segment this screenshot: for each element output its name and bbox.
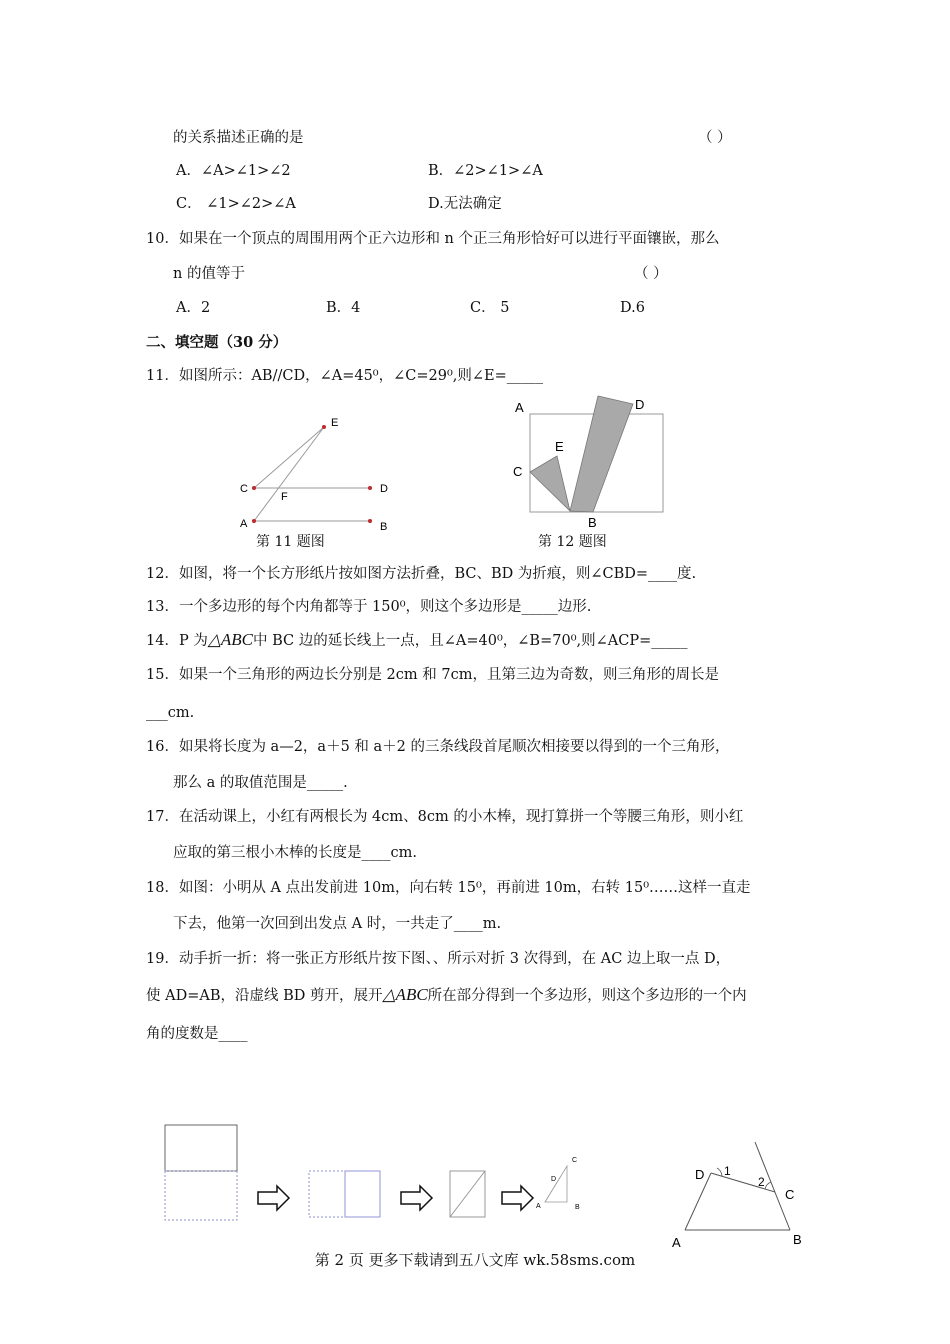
q19-triangle: △ABC <box>382 985 428 1004</box>
fold-step1-bottom <box>165 1171 237 1220</box>
q9-option-b: B．∠2>∠1>∠A <box>428 163 543 179</box>
arrow-right-icon <box>401 1186 432 1210</box>
label-c: C <box>513 464 523 479</box>
q10-text-cont: n 的值等于 <box>173 266 245 282</box>
label-a: A <box>536 1203 541 1210</box>
label-a: A <box>240 518 248 530</box>
q10-option-c: C． 5 <box>470 300 510 316</box>
point-e <box>322 425 326 429</box>
q9-paren: （ ） <box>698 130 732 146</box>
label-b: B <box>588 515 597 530</box>
label-angle-1: 1 <box>724 1164 731 1178</box>
figure-12 <box>505 392 680 532</box>
q9-option-c: C． ∠1>∠2>∠A <box>176 196 296 212</box>
q15-text-cont: ___cm. <box>146 705 195 721</box>
q14-triangle: △ABC <box>207 630 254 649</box>
folded-flap-c <box>530 456 570 511</box>
q10-option-d: D.6 <box>620 300 645 316</box>
q19-text-line3: 角的度数是____ <box>146 1026 248 1042</box>
fold-step2-left <box>309 1171 345 1217</box>
folded-flap-d <box>570 396 633 512</box>
q10-text: 10．如果在一个顶点的周围用两个正六边形和 n 个正三角形恰好可以进行平面镶嵌，那么 <box>146 231 720 247</box>
label-c: C <box>785 1187 795 1202</box>
q15-text: 15．如果一个三角形的两边长分别是 2cm 和 7cm，且第三边为奇数，则三角形的周长是 <box>146 667 719 683</box>
point-d <box>368 486 372 490</box>
line-ce <box>254 427 324 488</box>
label-d: D <box>380 483 388 495</box>
line-ae <box>254 427 324 521</box>
q19-text-line2 <box>146 985 747 1006</box>
q16-text: 16．如果将长度为 a—2，a＋5 和 a＋2 的三条线段首尾顺次相接要以得到的一个三角形， <box>146 739 730 755</box>
q14-text <box>146 630 687 651</box>
folding-diagram <box>160 1120 610 1230</box>
arrow-right-icon <box>502 1186 533 1210</box>
figure-12-caption: 第 12 题图 <box>538 534 607 550</box>
triangle-figure <box>665 1138 815 1253</box>
label-f: F <box>281 491 288 503</box>
q9-option-d: D.无法确定 <box>428 196 502 212</box>
label-d: D <box>551 1176 557 1183</box>
label-c: C <box>240 483 248 495</box>
label-e: E <box>331 417 339 429</box>
point-c <box>252 486 256 490</box>
q13-text: 13．一个多边形的每个内角都等于 150⁰，则这个多边形是_____边形. <box>146 599 592 615</box>
q17-text-cont: 应取的第三根小木棒的长度是____cm. <box>173 845 417 861</box>
label-a: A <box>515 400 524 415</box>
q9-option-a: A．∠A>∠1>∠2 <box>176 163 291 179</box>
label-b: B <box>575 1204 580 1211</box>
q18-text: 18．如图：小明从 A 点出发前进 10m，向右转 15⁰，再前进 10m，右转 15⁰……这样一直走 <box>146 880 751 896</box>
label-b: B <box>380 521 388 533</box>
fold-step2-right <box>345 1171 380 1217</box>
figure-11-caption: 第 11 题图 <box>256 534 325 550</box>
section-heading: 二、填空题（30 分） <box>146 334 288 351</box>
label-d: D <box>695 1167 705 1182</box>
q19-line2-suffix: 所在部分得到一个多边形，则这个多边形的一个内 <box>427 988 747 1004</box>
q10-option-a: A．2 <box>176 300 211 316</box>
q10-option-b: B．4 <box>326 300 361 316</box>
angle-2-arc <box>765 1182 771 1189</box>
q18-text-cont: 下去，他第一次回到出发点 A 时，一共走了____m. <box>173 916 502 932</box>
label-angle-2: 2 <box>758 1175 765 1189</box>
q14-prefix: 14．P 为 <box>146 633 208 649</box>
q12-text: 12．如图，将一个长方形纸片按如图方法折叠，BC、BD 为折痕，则∠CBD=____度. <box>146 566 697 582</box>
arrow-right-icon <box>258 1186 289 1210</box>
point-b <box>368 519 372 523</box>
q14-suffix: 中 BC 边的延长线上一点，且∠A=40⁰，∠B=70⁰,则∠ACP=_____ <box>253 633 688 649</box>
label-d: D <box>635 397 645 412</box>
label-a: A <box>672 1235 681 1250</box>
q17-text: 17．在活动课上，小红有两根长为 4cm、8cm 的小木棒，现打算拼一个等腰三角形，则小红 <box>146 809 744 825</box>
q9-text: 的关系描述正确的是 <box>173 130 304 146</box>
label-c: C <box>572 1157 578 1164</box>
q19-text: 19．动手折一折：将一张正方形纸片按下图、、所示对折 3 次得到，在 AC 边上取一点 D， <box>146 951 731 967</box>
label-e: E <box>555 439 564 454</box>
segment-dc <box>711 1173 775 1192</box>
q16-text-cont: 那么 a 的取值范围是_____. <box>173 775 348 791</box>
q10-paren: （ ） <box>634 266 668 282</box>
q19-line2-prefix: 使 AD=AB，沿虚线 BD 剪开，展开 <box>146 988 383 1004</box>
figure-11 <box>230 410 410 535</box>
fold-step3-diagonal <box>450 1171 485 1217</box>
fold-step1-top <box>165 1125 237 1171</box>
label-b: B <box>793 1232 802 1247</box>
point-a <box>252 519 256 523</box>
q11-text: 11．如图所示：AB//CD，∠A=45⁰，∠C=29⁰,则∠E=_____ <box>146 368 544 384</box>
page-footer: 第 2 页 更多下载请到五八文库 wk.58sms.com <box>314 1251 636 1269</box>
